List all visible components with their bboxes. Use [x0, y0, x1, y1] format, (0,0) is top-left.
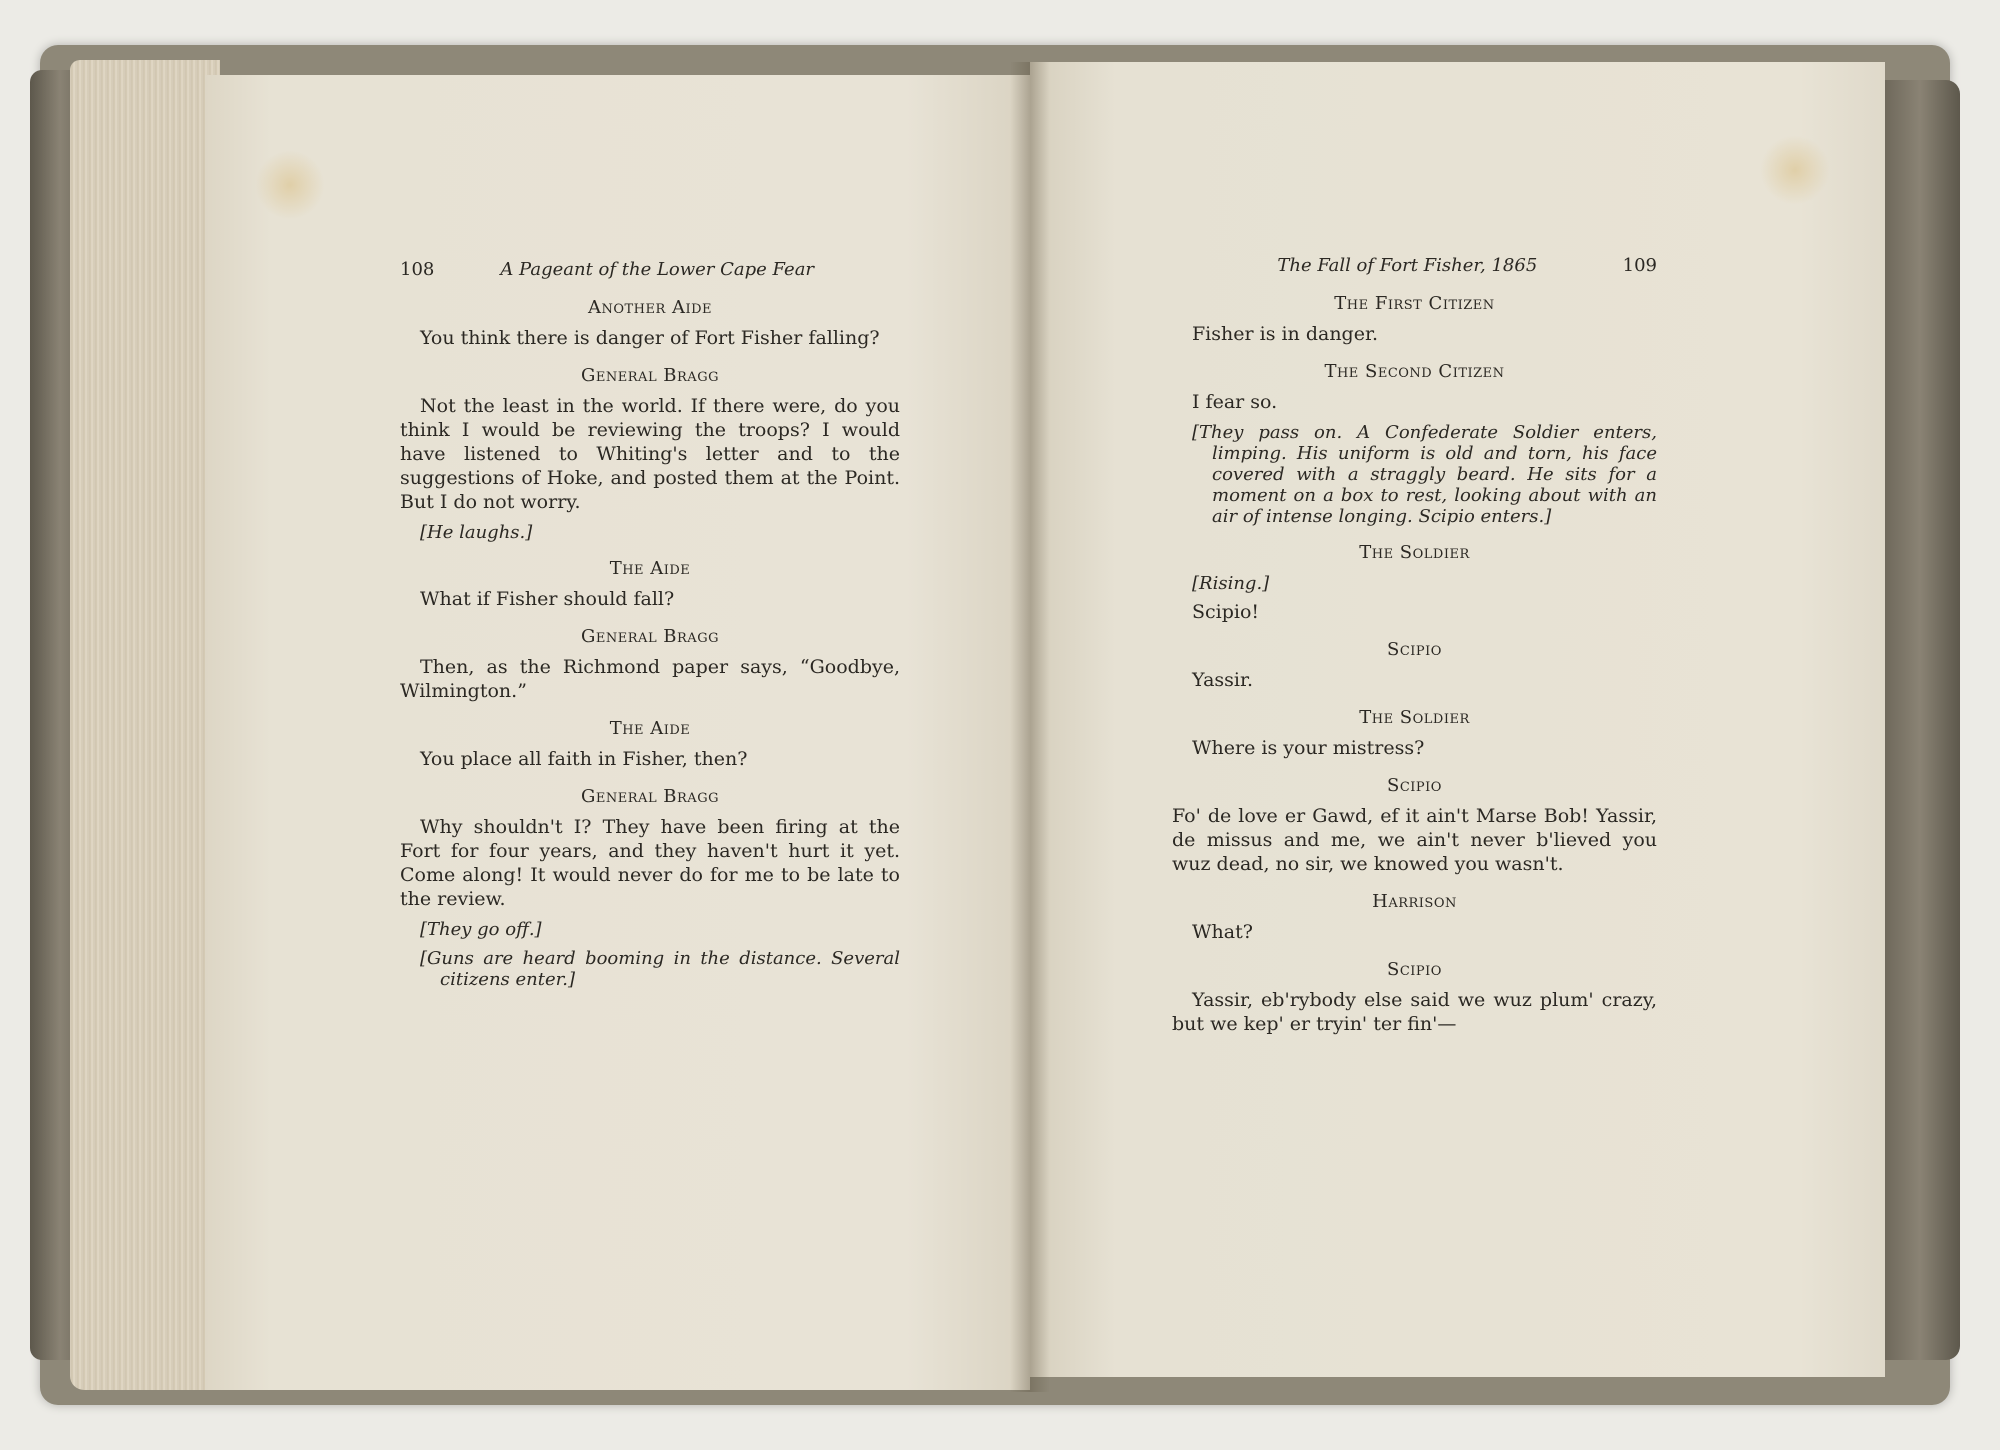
age-stain — [1760, 135, 1830, 205]
right-page-text — [1172, 254, 1657, 1040]
running-title: A Pageant of the Lower Cape Fear — [500, 259, 815, 280]
speech-line: What? — [1192, 921, 1253, 943]
speaker-name: The Second Citizen — [1324, 361, 1505, 382]
stage-direction: [They pass on. A Confederate Soldier enters, limping. His uniform is old and torn, his face covered with a straggly beard. He sits for a moment on a box to rest, looking about with an air of intense longing. Scipio enters.] — [1192, 422, 1657, 527]
speech-line: You think there is danger of Fort Fisher falling? — [420, 327, 880, 349]
running-head — [400, 258, 900, 282]
speaker-name: The Soldier — [1359, 542, 1470, 563]
speech-line: What if Fisher should fall? — [420, 588, 675, 610]
speaker-name: Harrison — [1372, 891, 1457, 912]
running-head — [1172, 254, 1657, 278]
speech-line: You place all faith in Fisher, then? — [420, 748, 748, 770]
speaker-name: General Bragg — [581, 786, 719, 807]
speaker-name: General Bragg — [581, 365, 719, 386]
speech-line: Then, as the Richmond paper says, “Goodbye, Wilmington.” — [400, 656, 900, 702]
speech-line: I fear so. — [1192, 391, 1278, 413]
cover-edge-right — [1880, 80, 1960, 1360]
speaker-name: General Bragg — [581, 626, 719, 647]
age-stain — [255, 150, 325, 220]
stage-direction: [Guns are heard booming in the distance. Several citizens enter.] — [420, 948, 900, 990]
speech-line: Fisher is in danger. — [1192, 323, 1379, 345]
speech-line: Yassir. — [1192, 669, 1254, 691]
speaker-name: The Aide — [609, 558, 691, 579]
speech-line: Yassir, eb'rybody else said we wuz plum' crazy, but we kep' er tryin' ter fin'— — [1172, 989, 1657, 1035]
speaker-name: The Soldier — [1359, 707, 1470, 728]
running-title: The Fall of Fort Fisher, 1865 — [1277, 255, 1538, 276]
page-number: 109 — [1622, 255, 1657, 276]
speaker-name: The First Citizen — [1334, 293, 1495, 314]
speaker-name: Scipio — [1387, 639, 1442, 660]
stage-direction: [Rising.] — [1192, 573, 1270, 594]
speaker-name: The Aide — [609, 718, 691, 739]
left-page-text — [400, 258, 900, 996]
speech-line: Scipio! — [1192, 601, 1260, 623]
speaker-name: Scipio — [1387, 775, 1442, 796]
speech-line: Why shouldn't I? They have been firing at the Fort for four years, and they haven't hurt it yet. Come along! It would never do for me to be late to the review. — [400, 816, 900, 910]
speaker-name: Another Aide — [587, 297, 713, 318]
book-gutter — [1010, 62, 1050, 1392]
page-number: 108 — [400, 259, 435, 280]
stage-direction: [He laughs.] — [420, 522, 533, 543]
page-stack-edge — [70, 60, 220, 1390]
speech-line: Where is your mistress? — [1192, 737, 1425, 759]
speaker-name: Scipio — [1387, 959, 1442, 980]
speech-line: Fo' de love er Gawd, ef it ain't Marse Bob! Yassir, de missus and me, we ain't never b'lieved you wuz dead, no sir, we knowed you wasn't. — [1172, 805, 1657, 875]
speech-line: Not the least in the world. If there were, do you think I would be reviewing the troops? I would have listened to Whiting's letter and to the suggestions of Hoke, and posted them at the Point. But I do not worry. — [400, 395, 900, 513]
stage-direction: [They go off.] — [420, 919, 542, 940]
